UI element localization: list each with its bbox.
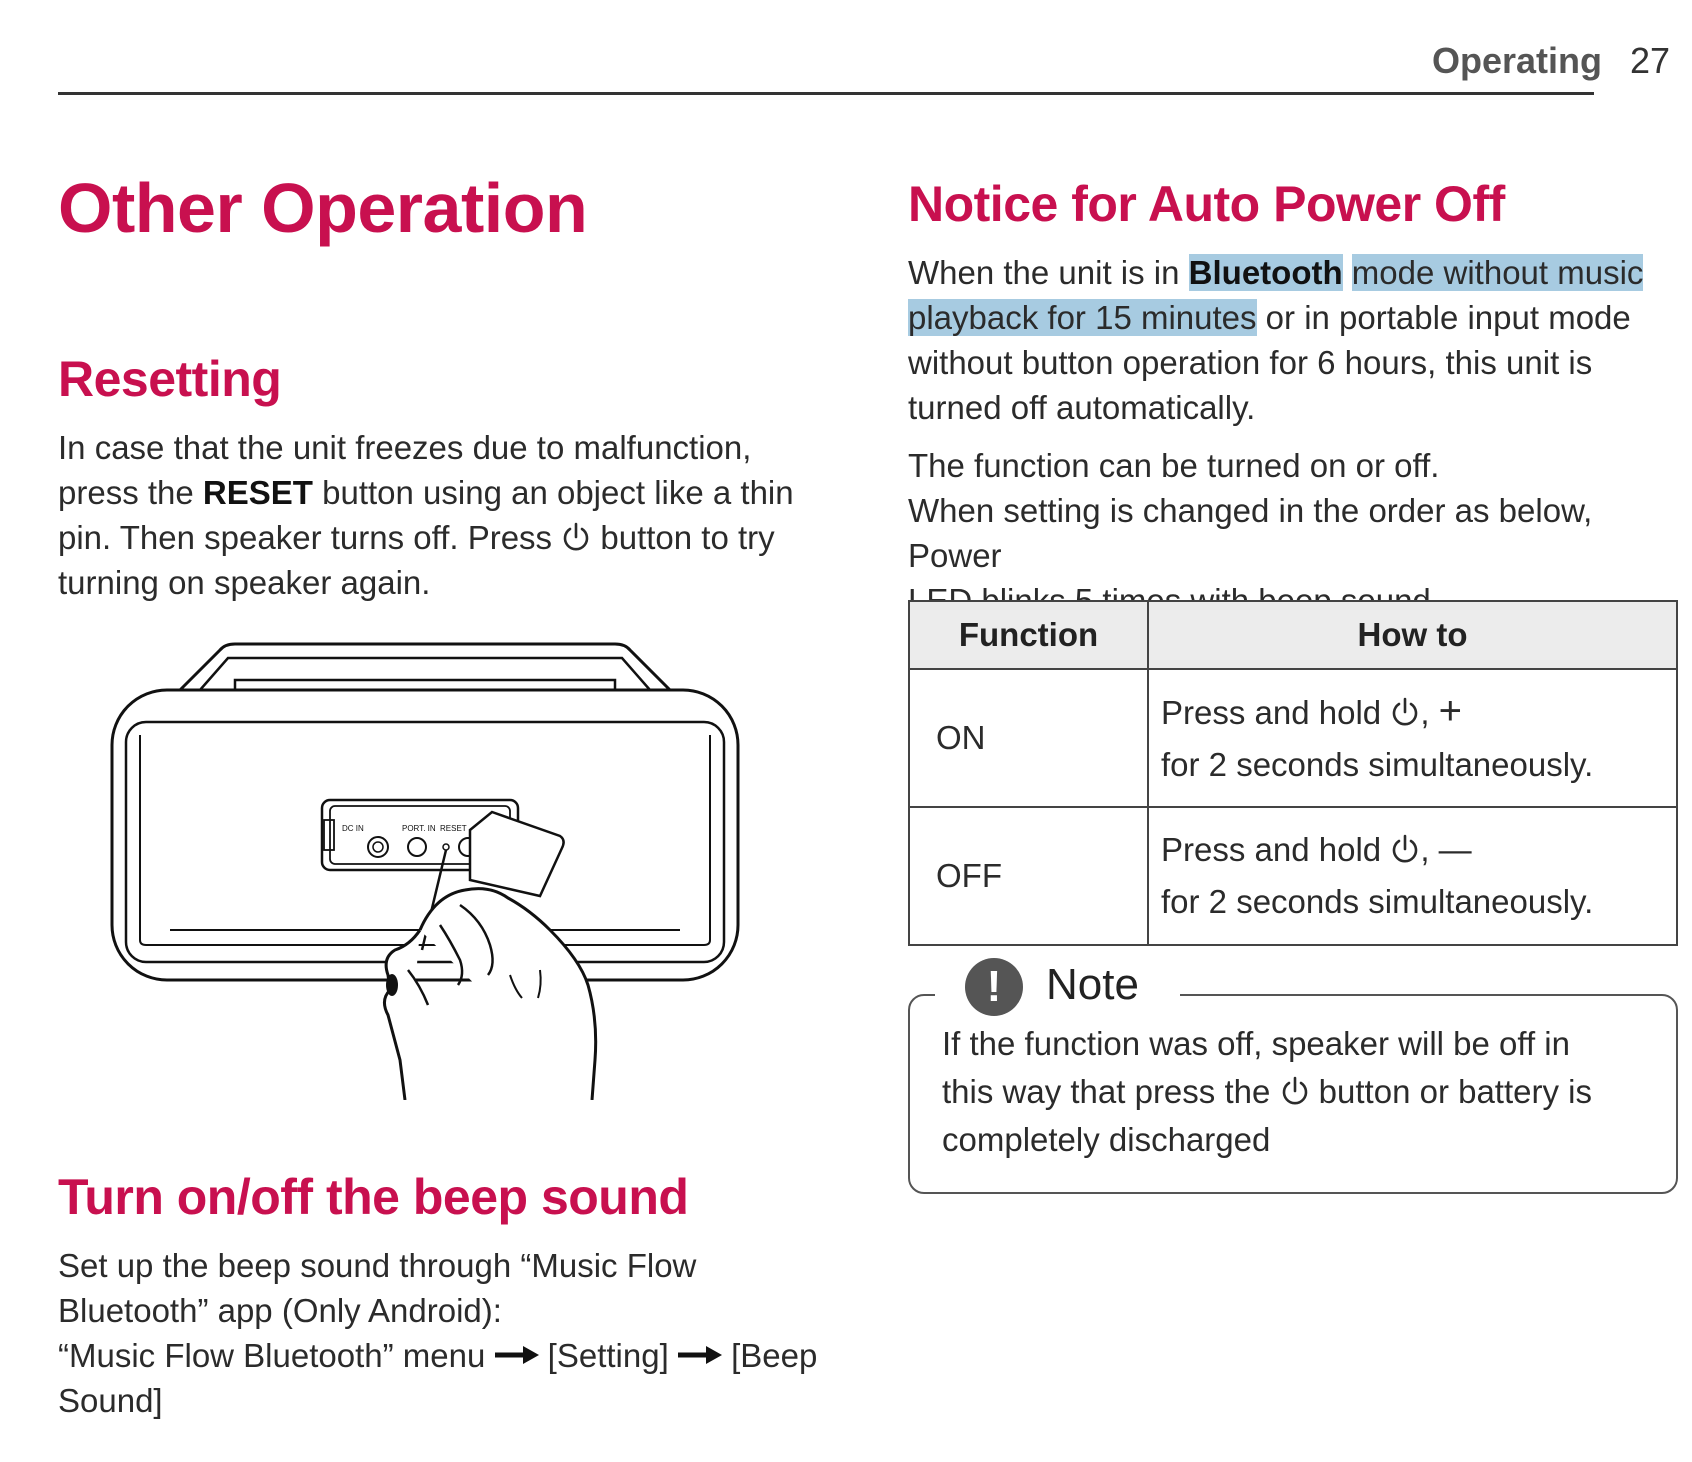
note-line-2: this way that press the button or battery is <box>942 1073 1592 1110</box>
function-cell: ON <box>909 669 1148 807</box>
minus-symbol: — <box>1438 831 1472 868</box>
table-header-how-to: How to <box>1148 601 1677 669</box>
how-to-cell: Press and hold , + for 2 seconds simultaneously. <box>1148 669 1677 807</box>
header-rule <box>58 92 1594 95</box>
power-icon <box>1280 1075 1310 1107</box>
resetting-line-4: turning on speaker again. <box>58 564 431 601</box>
note-line-3: completely discharged <box>942 1121 1271 1158</box>
arrow-right-icon <box>495 1345 539 1365</box>
how-to-cell: Press and hold , — for 2 seconds simultaneously. <box>1148 807 1677 945</box>
highlighted-text: playback for 15 minutes <box>908 299 1257 336</box>
resetting-line-1: In case that the unit freezes due to malfunction, <box>58 429 752 466</box>
beep-paragraph <box>58 1243 858 1423</box>
dc-in-label: DC IN <box>342 824 364 833</box>
beep-line-2: Bluetooth” app (Only Android): <box>58 1292 502 1329</box>
table-row <box>909 669 1677 807</box>
beep-heading: Turn on/off the beep sound <box>58 1169 689 1225</box>
beep-line-1: Set up the beep sound through “Music Flow <box>58 1247 697 1284</box>
note-text <box>942 1020 1662 1164</box>
resetting-line-3: pin. Then speaker turns off. Press button to try <box>58 519 775 556</box>
power-icon <box>561 521 591 553</box>
page-number: 27 <box>1630 40 1671 81</box>
bluetooth-keyword: Bluetooth <box>1188 254 1343 291</box>
power-icon <box>1390 696 1420 728</box>
function-description <box>908 443 1688 623</box>
resetting-line-2: press the RESET button using an object like a thin <box>58 474 794 511</box>
reset-keyword: RESET <box>202 474 313 511</box>
speaker-reset-illustration <box>110 640 740 1100</box>
note-line-1: If the function was off, speaker will be off in <box>942 1025 1570 1062</box>
function-line-2: When setting is changed in the order as below, Power <box>908 492 1593 574</box>
auto-power-off-heading: Notice for Auto Power Off <box>908 176 1505 232</box>
apo-line-1: When the unit is in Bluetooth mode without music <box>908 254 1644 291</box>
exclamation-icon: ! <box>965 958 1023 1016</box>
note-title: Note <box>1046 960 1139 1009</box>
plus-symbol: + <box>1438 689 1463 733</box>
table-header-row <box>909 601 1677 669</box>
function-table <box>908 600 1678 946</box>
auto-power-off-paragraph <box>908 250 1688 430</box>
header-section-title: Operating <box>1432 40 1603 81</box>
resetting-heading: Resetting <box>58 351 282 407</box>
apo-line-3: without button operation for 6 hours, this unit is <box>908 344 1593 381</box>
beep-line-3: “Music Flow Bluetooth” menu [Setting] [Beep <box>58 1337 818 1374</box>
reset-label: RESET <box>440 824 467 833</box>
beep-line-4: Sound] <box>58 1382 163 1419</box>
power-icon <box>1390 833 1420 865</box>
highlighted-text: mode without music <box>1351 254 1644 291</box>
page-title: Other Operation <box>58 169 588 247</box>
table-row <box>909 807 1677 945</box>
function-cell: OFF <box>909 807 1148 945</box>
apo-line-2: playback for 15 minutes or in portable input mode <box>908 299 1631 336</box>
function-line-1: The function can be turned on or off. <box>908 447 1440 484</box>
table-header-function: Function <box>909 601 1148 669</box>
arrow-right-icon <box>678 1345 722 1365</box>
apo-line-4: turned off automatically. <box>908 389 1256 426</box>
port-in-label: PORT. IN <box>402 824 436 833</box>
resetting-paragraph <box>58 425 838 605</box>
